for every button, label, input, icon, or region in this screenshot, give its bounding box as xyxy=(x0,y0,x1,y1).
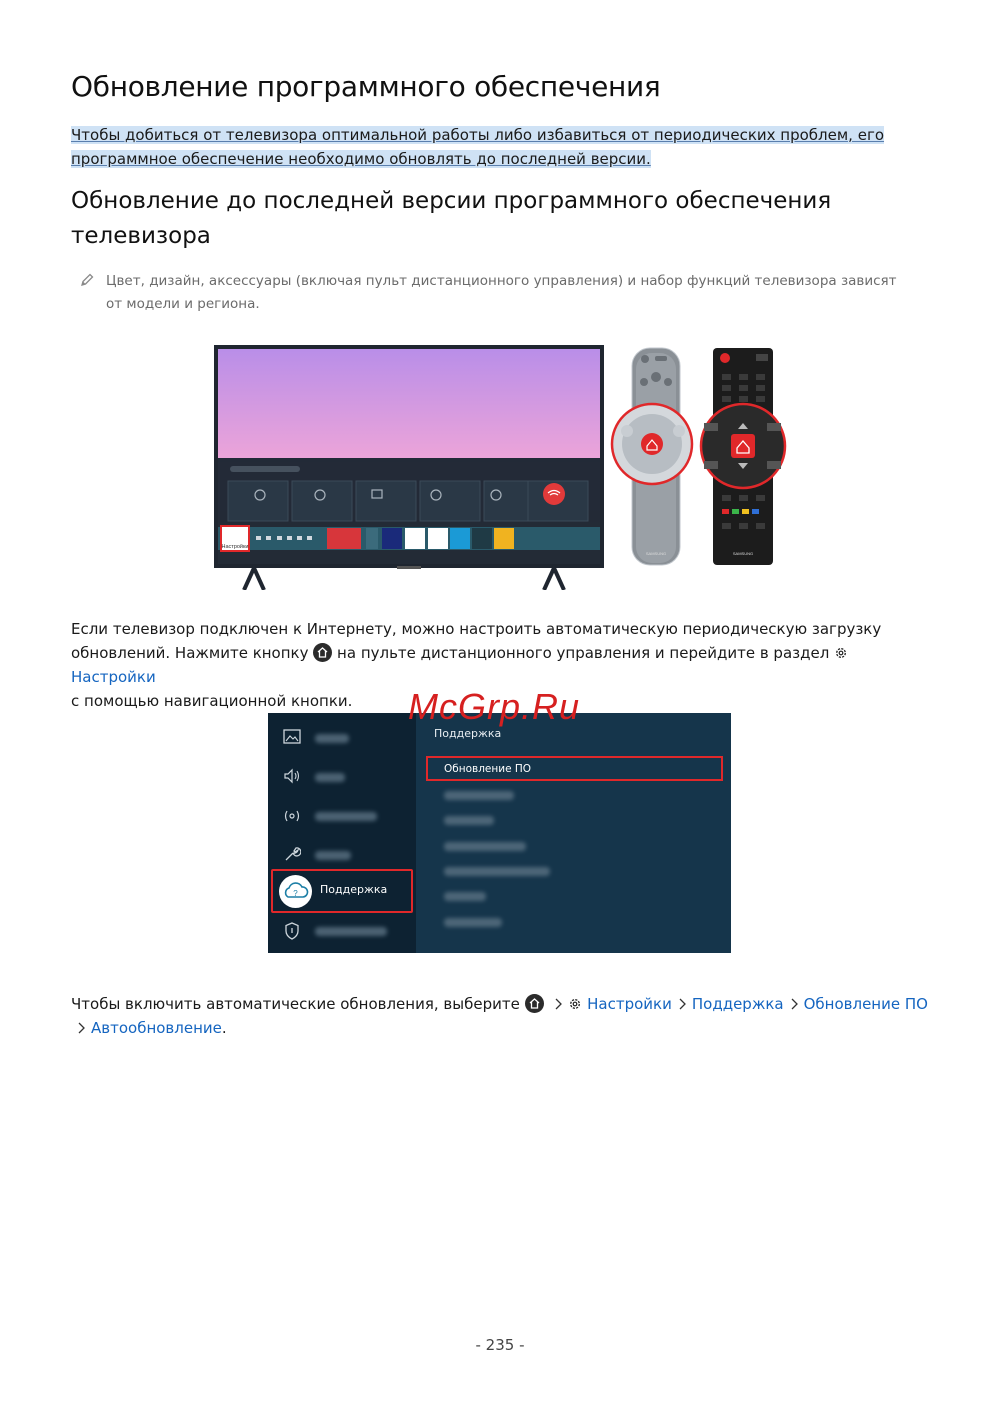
menu-item-blurred xyxy=(315,812,377,821)
smart-remote-brand: SAMSUNG xyxy=(645,551,667,556)
para1-text-b: на пульте дистанционного управления и перейдите в раздел xyxy=(337,644,830,662)
chevron-right-icon xyxy=(790,998,798,1010)
support-header: Поддержка xyxy=(434,727,502,740)
intro-line-2: программное обеспечение необходимо обновлять до последней версии. xyxy=(71,150,651,168)
watermark: McGrp.Ru xyxy=(408,686,581,727)
path-software-update-link[interactable]: Обновление ПО xyxy=(803,995,928,1013)
menu-item-blurred xyxy=(315,927,387,936)
path-support-link[interactable]: Поддержка xyxy=(691,995,784,1013)
menu-item-blurred xyxy=(444,867,550,876)
menu-item-blurred xyxy=(444,892,486,901)
chevron-right-icon xyxy=(554,998,562,1010)
page-title: Обновление программного обеспечения xyxy=(71,70,661,103)
para2-text-a: Чтобы включить автоматические обновления, выберите xyxy=(71,995,520,1013)
menu-item-blurred xyxy=(315,851,351,860)
tv-illustration xyxy=(214,345,789,590)
section-subtitle: Обновление до последней версии программного обеспечения телевизора xyxy=(71,188,832,249)
gear-icon xyxy=(568,997,582,1011)
settings-menu-screenshot xyxy=(268,713,731,953)
para2-end: . xyxy=(221,1019,227,1037)
para1-text-a: Если телевизор подключен к Интернету, можно настроить автоматическую периодическую загрузку обновлений. Нажмите кнопку xyxy=(71,620,882,662)
standard-remote-brand: SAMSUNG xyxy=(732,551,754,556)
home-icon xyxy=(313,643,332,662)
page-number: - 235 - xyxy=(475,1336,525,1354)
software-update-label: Обновление ПО xyxy=(444,763,532,775)
menu-item-blurred xyxy=(315,773,345,782)
enable-auto-update-paragraph xyxy=(71,992,931,1040)
support-label: Поддержка xyxy=(320,883,388,896)
menu-item-blurred xyxy=(444,918,502,927)
menu-item-blurred xyxy=(315,734,349,743)
tv-settings-caption: Настройки xyxy=(221,544,249,550)
note-text: Цвет, дизайн, аксессуары (включая пульт дистанционного управления) и набор функций телевизора зависят от модели и региона. xyxy=(106,273,897,312)
settings-link[interactable]: Настройки xyxy=(71,668,156,686)
path-settings-link[interactable]: Настройки xyxy=(587,995,672,1013)
broadcast-icon xyxy=(283,807,301,825)
menu-right-panel xyxy=(416,713,731,953)
intro-paragraph xyxy=(71,123,931,171)
pencil-icon xyxy=(79,272,95,288)
home-icon xyxy=(525,994,544,1013)
sound-icon xyxy=(283,768,301,784)
wrench-icon xyxy=(283,845,301,863)
menu-item-blurred xyxy=(444,842,526,851)
intro-line-1: Чтобы добиться от телевизора оптимальной работы либо избавиться от периодических проблем, его xyxy=(71,126,885,144)
chevron-right-icon xyxy=(678,998,686,1010)
support-menu-item[interactable] xyxy=(271,869,413,913)
svg-text:?: ? xyxy=(293,889,298,898)
path-auto-update-link[interactable]: Автообновление xyxy=(91,1019,222,1037)
picture-icon xyxy=(283,729,301,745)
para1-text-c: с помощью навигационной кнопки. xyxy=(71,692,353,710)
software-update-item[interactable] xyxy=(426,756,723,781)
gear-icon xyxy=(834,646,848,660)
support-cloud-icon xyxy=(279,875,312,908)
shield-icon xyxy=(284,922,300,940)
menu-item-blurred xyxy=(444,816,494,825)
chevron-right-icon xyxy=(77,1022,85,1034)
home-button-icon xyxy=(641,433,663,455)
home-button-icon xyxy=(731,434,755,458)
menu-item-blurred xyxy=(444,791,514,800)
menu-left-panel xyxy=(268,713,416,953)
